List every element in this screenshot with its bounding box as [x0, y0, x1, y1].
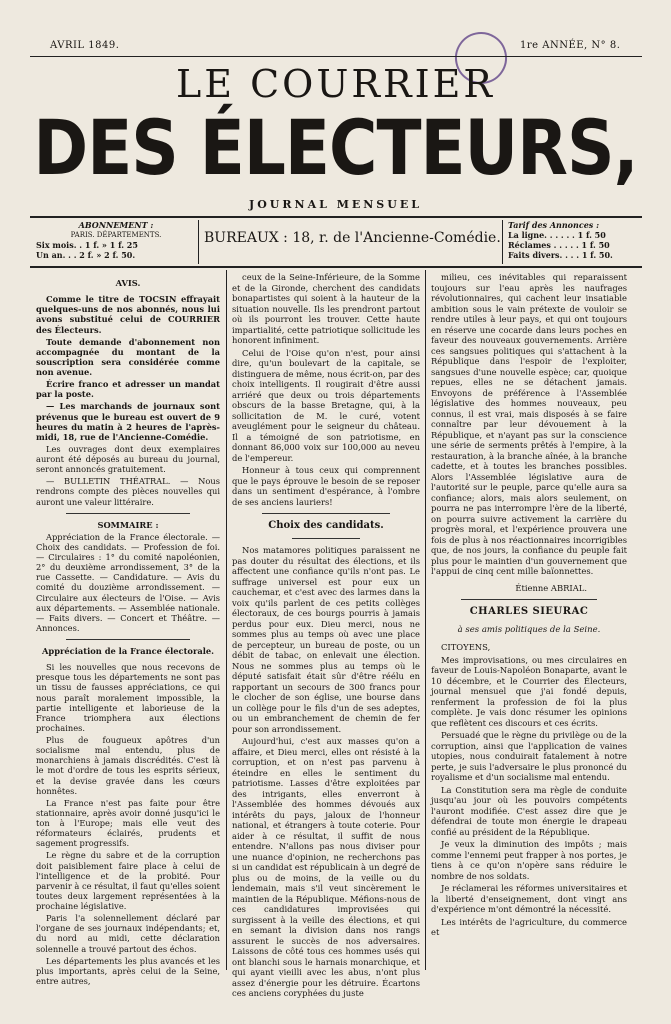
article-heading: Appréciation de la France électorale. [41, 646, 215, 656]
advert-rates-title: Tarif des Annonces : [508, 220, 600, 230]
separator [292, 538, 360, 539]
article-paragraph: Aujourd'hui, c'est aux masses qu'on a affaire, et Dieu merci, elles ont résisté à la corruption, et on n'est pas parvenu à éteindre en elles le sentiment du patriotisme. Lasses d'être exploitées par des intrigants, elles enverront à l'Assemblée des hommes dévoués aux intérêts du pays, jaloux de l'honneur national, et étrangers à toute coterie. Pour aider à ce résultat, il suffit de nous entendre. N'allons pas nous diviser pour une nuance d'opinion, ne recherchons pas si un candidat est républicain à un degré de plus ou de moins, de la veille ou du lendemain, mais s'il veut sincèrement le maintien de la République. Méfions-nous de ces candidatures improvisées qui surgissent à la veille des élections, et qui en semant la division dans nos rangs assurent le succès de nos adversaires. Laissons de côté tous ces hommes usés qui ont blanchi sous le harnais monarchique, et qui ayant vieilli avec les abus, n'ont plus assez d'énergie pour les détruire. Écartons ces anciens coryphées du juste [232, 736, 420, 999]
article-paragraph: Nos matamores politiques paraissent ne pas douter du résultat des élections, et ils affectent une confiance qu'ils n'ont pas. Le suffrage universel est pour eux un cauchemar, et c'est avec des larmes dans la voix qu'ils parlent de ces petits collèges électoraux, de ces bourgs pourris à jamais perdus pour eux. Dieu merci, nous ne sommes plus au temps où avec une place de percepteur, un bureau de poste, ou un débit de tabac, on enlevait une élection. Nous ne sommes plus au temps où le député satisfait était sûr d'être réélu en rapportant un secours de 300 francs pour le clocher de son église, une bourse dans un collège pour le fils d'un de ses adeptes, ou un embranchement de chemin de fer pour son arrondissement. [232, 545, 420, 734]
sieurac-heading: CHARLES SIEURAC [469, 606, 589, 617]
avis-paragraph: — Les marchands de journaux sont prévenus que le bureau est ouvert de 9 heures du matin à 2 heures de l'après-midi, 18, rue de l'Ancienne-Comédie. [36, 401, 220, 442]
column-divider [425, 270, 426, 970]
article-paragraph: ceux de la Seine-Inférieure, de la Somme et de la Gironde, cherchent des candidats bonapartistes qui soient à la hauteur de la situation nouvelle. Ils les prendront partout où ils pourront les trouver. Cette haute impartialité, cette patriotique sollicitude les honorent infiniment. [232, 272, 420, 345]
article-paragraph: milieu, ces inévitables qui reparaissent toujours sur l'eau après les naufrages révolutionnaires, qui cachent leur insatiable ambition sous le vain prétexte de vouloir se rendre utiles à leur pays, et qui ont toujours en réserve une cocarde dans leurs poches en faveur des nouveaux gouvernements. Arrière ces sangsues politiques qui s'attachent à la République dans l'espoir de l'exploiter, sangsues d'une nouvelle espèce; car, quoique repues, elles ne se détachent jamais. Envoyons de préférence à l'Assemblée législative des hommes nouveaux, peu connus, il est vrai, mais disposés à se faire connaître par leur dévouement à la République, et n'ayant pas sur la conscience une série de serments prêtés à l'empire, à la restauration, à la branche aînée, à la branche cadette, et à toutes les branches possibles. Alors l'Assemblée législative aura de l'autorité sur le peuple, parce qu'elle aura sa confiance; alors, mais alors seulement, on pourra ne pas interrompre l'ère de la liberté, on pourra suivre activement la carrière du progrès moral, et l'expérience prouvera une fois de plus à nos réactionnaires incorrigibles que, de nos jours, la confiance du peuple fait plus pour le maintien d'un gouvernement que l'appui de cinq cent mille baïonnettes. [431, 272, 627, 576]
advert-rate-reclames: Réclames . . . . . 1 f. 50 [508, 240, 610, 250]
article-paragraph: Le règne du sabre et de la corruption doit paisiblement faire place à celui de l'intelligence et de la probité. Pour parvenir à ce résultat, il faut qu'elles soient toutes deux largement représentées à la prochaine législative. [36, 850, 220, 911]
avis-paragraph: — BULLETIN THÉATRAL. — Nous rendrons compte des pièces nouvelles qui auront une valeur littéraire. [36, 476, 220, 507]
divider [502, 220, 503, 264]
advert-rates-box [508, 220, 640, 260]
issue-date: AVRIL 1849. [50, 40, 120, 51]
column-divider [226, 270, 227, 970]
salutation: CITOYENS, [441, 642, 491, 653]
article-paragraph: Paris l'a solennellement déclaré par l'organe de ses journaux indépendants; et, du nord au midi, cette déclaration solennelle a trouvé partout des échos. [36, 913, 220, 954]
top-rule [30, 56, 642, 57]
subscription-title: ABONNEMENT : [78, 220, 154, 230]
candidates-heading: Choix des candidats. [268, 520, 384, 531]
separator [461, 599, 597, 600]
advert-rate-line: La ligne. . . . . . 1 f. 50 [508, 230, 606, 240]
article-paragraph: Plus de fougueux apôtres d'un socialisme mal entendu, plus de monarchiens à jamais discrédités. C'est là le mot d'ordre de tous les esprits sérieux, et la devise gravée dans les cœurs honnêtes. [36, 735, 220, 796]
separator [66, 513, 190, 514]
column-3 [431, 272, 627, 940]
masthead-rule [30, 216, 642, 218]
separator [262, 513, 390, 514]
article-paragraph: Honneur à tous ceux qui comprennent que le pays éprouve le besoin de se reposer dans un sentiment d'espérance, à l'ombre de ses anciens lauriers! [232, 465, 420, 507]
avis-heading: AVIS. [115, 278, 141, 288]
article-paragraph: Les intérêts de l'agriculture, du commerce et [431, 916, 627, 938]
subtitle: JOURNAL MENSUEL [249, 198, 422, 211]
title-line-1: LE COURRIER [176, 62, 495, 106]
avis-paragraph: Écrire franco et adresser un mandat par la poste. [36, 379, 220, 400]
advert-rate-faits-divers: Faits divers. . . . 1 f. 50. [508, 250, 613, 260]
signature: Étienne ABRIAL. [515, 582, 587, 593]
divider [198, 220, 199, 264]
avis-paragraph: Toute demande d'abonnement non accompagnée du montant de la souscription sera considérée comme non avenue. [36, 336, 220, 377]
office-address: BUREAUX : 18, r. de l'Ancienne-Comédie. [204, 230, 501, 246]
subscription-header: PARIS. DÉPARTEMENTS. [70, 231, 162, 239]
article-paragraph: La France n'est pas faite pour être stationnaire, après avoir donné jusqu'ici le ton à l'Europe; mais elle veut des réformateurs éclairés, prudents et sagement progressifs. [36, 797, 220, 849]
issue-number: 1re ANNÉE, N° 8. [520, 40, 621, 51]
sieurac-subheading: à ses amis politiques de la Seine. [457, 625, 601, 636]
sommaire-text: Appréciation de la France électorale. — Choix des candidats. — Profession de foi. — Circulaires : 1° du comité napoléonien, 2° du deuxième arrondissement, 3° de la rue Cassette. — Candidature. — Avis du comité du douzième arrondissement. — Circulaire aux électeurs de l'Oise. — Avis aux départements. — Assemblée nationale. — Faits divers. — Concert et Théâtre. — Annonces. [36, 531, 220, 633]
subscription-row-one-year: Un an. . . 2 f. » 2 f. 50. [36, 250, 136, 260]
subscription-box [36, 220, 196, 260]
subscription-row-six-months: Six mois. . 1 f. » 1 f. 25 [36, 240, 138, 250]
article-paragraph: Mes improvisations, ou mes circulaires en faveur de Louis-Napoléon Bonaparte, avant le 10 décembre, et le Courrier des Électeurs, journal mensuel que j'ai fondé depuis, renferment la profession de foi la plus complète. Je vais donc résumer les opinions que reflètent ces discours et ces écrits. [431, 654, 627, 728]
separator [66, 639, 190, 640]
article-paragraph: Je veux la diminution des impôts ; mais comme l'ennemi peut frapper à nos portes, je tiens à ce qu'on n'opère sans réduire le nombre de nos soldats. [431, 839, 627, 881]
column-1 [36, 272, 220, 988]
article-paragraph: La Constitution sera ma règle de conduite jusqu'au jour où les pouvoirs compétents l'auront modifiée. C'est assez dire que je défendrai de toute mon énergie le drapeau confié au président de la République. [431, 784, 627, 837]
article-paragraph: Persuadé que le règne du privilège ou de la corruption, ainsi que l'application de vaines utopies, nous conduirait fatalement à notre perte, je suis l'adversaire le plus prononcé du royalisme et d'un socialisme mal entendu. [431, 730, 627, 783]
avis-paragraph: Les ouvrages dont deux exemplaires auront été déposés au bureau du journal, seront annoncés gratuitement. [36, 443, 220, 475]
sommaire-heading: SOMMAIRE : [97, 519, 159, 530]
info-bar-rule [30, 266, 642, 268]
column-2 [232, 272, 420, 1001]
title-line-2: DES ÉLECTEURS, [33, 104, 638, 193]
article-paragraph: Les départements les plus avancés et les plus importants, après celui de la Seine, entre autres, [36, 955, 220, 986]
article-paragraph: Celui de l'Oise qu'on n'est, pour ainsi dire, qu'un boulevart de la capitale, se distinguera de même, nous écrit-on, par des choix intelligents. Il rougirait d'être aussi arriéré que deux ou trois départements obscurs de la basse Bretagne, qui, à la sollicitation de M. le curé, votent aveuglément pour le seigneur du château. Il a témoigné de son patriotisme, en donnant 86,000 voix sur 100,000 au neveu de l'empereur. [232, 347, 420, 463]
article-paragraph: Je réclamerai les réformes universitaires et la liberté d'enseignement, dont vingt ans d'expérience m'ont démontré la nécessité. [431, 883, 627, 915]
avis-paragraph: Comme le titre de TOCSIN effrayait quelques-uns de nos abonnés, nous lui avons substitué celui de COURRIER des Électeurs. [36, 294, 220, 335]
article-paragraph: Si les nouvelles que nous recevons de presque tous les départements ne sont pas un tissu de fausses appréciations, ce qui nous paraît moralement impossible, la partie intelligente et laborieuse de la France triomphera aux élections prochaines. [36, 662, 220, 733]
info-bar [30, 220, 642, 264]
